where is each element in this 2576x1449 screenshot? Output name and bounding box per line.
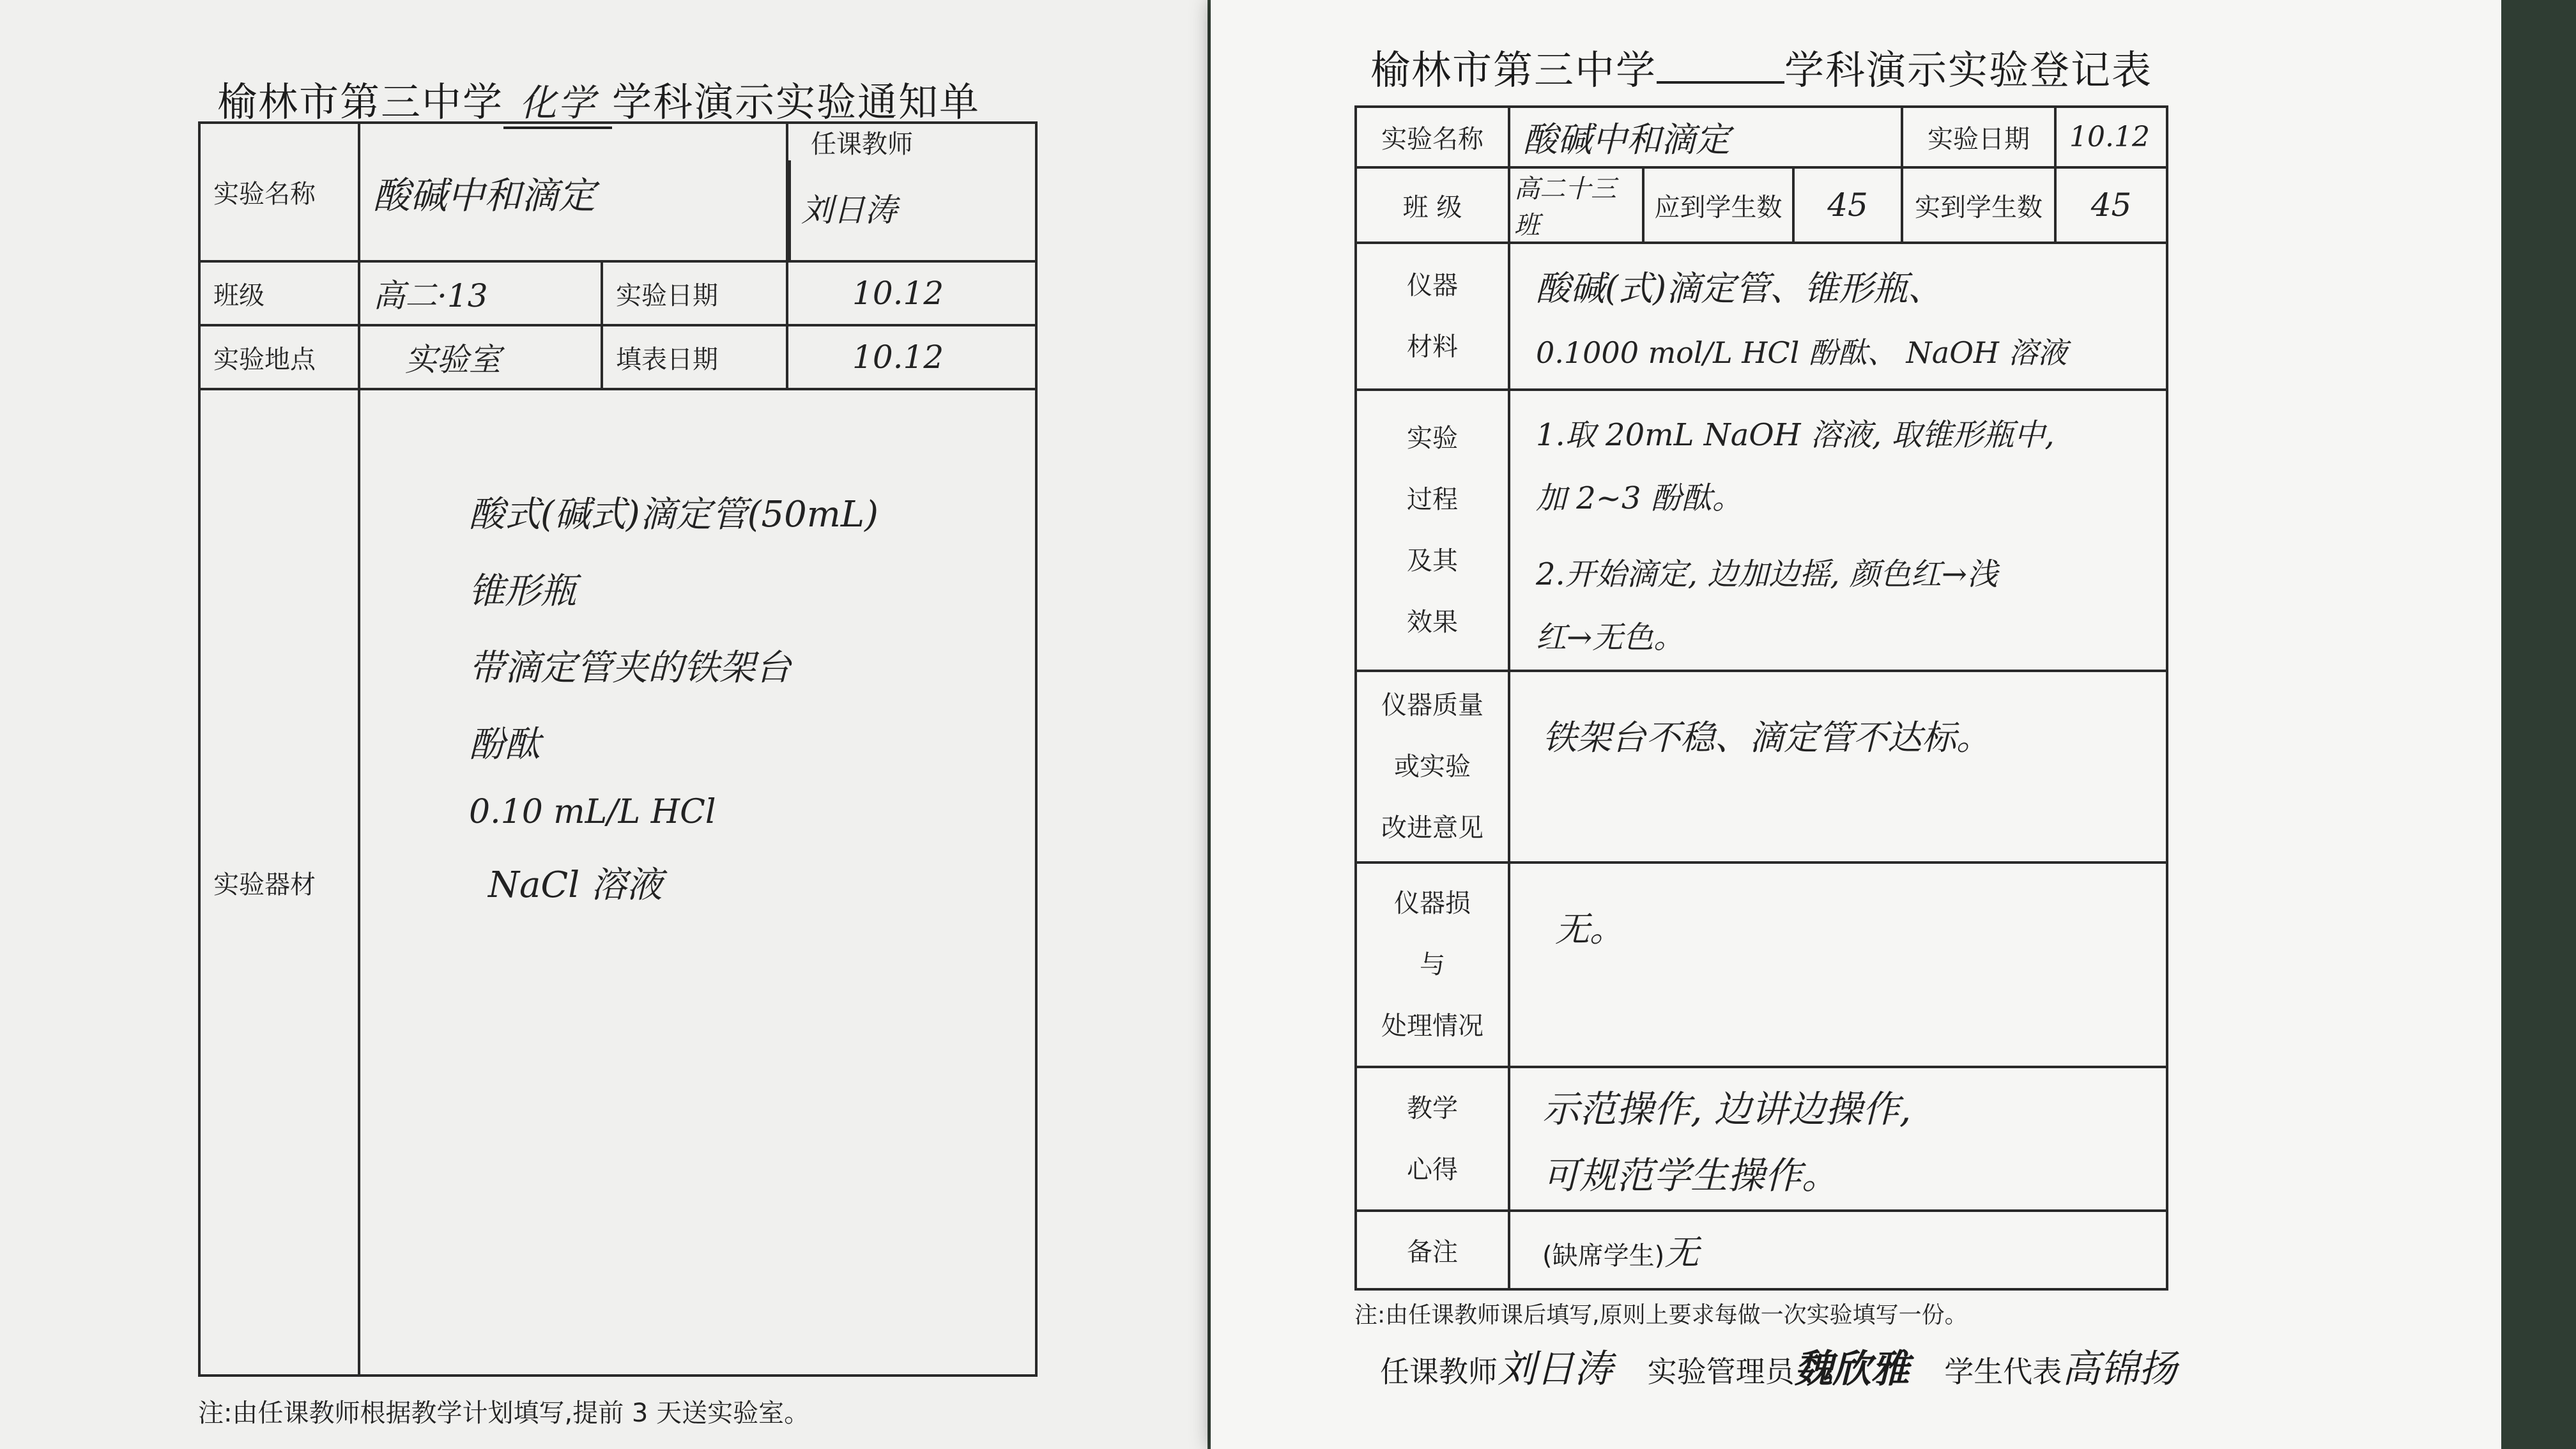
notice-table — [198, 121, 1038, 1377]
value-expected-students: 45 — [1793, 167, 1902, 243]
value-process: 1.取 20mL NaOH 溶液, 取锥形瓶中, 加 2~3 酚酞。 2.开始滴定, 边加边摇, 颜色红→浅 红→无色。 — [1509, 390, 2167, 671]
label-materials: 仪器 材料 — [1356, 243, 1509, 390]
equipment-line: 酸式(碱式)滴定管(50mL) — [469, 494, 878, 535]
value-damage: 无。 — [1509, 862, 2167, 1067]
label-actual-students: 实到学生数 — [1902, 167, 2055, 243]
value-fill-date: 10.12 — [787, 325, 1036, 389]
label-experiment-name: 实验名称 — [1356, 107, 1509, 167]
label-teaching-notes: 教学 心得 — [1356, 1067, 1509, 1211]
label-signature-teacher: 任课教师 — [1380, 1354, 1498, 1389]
value-date: 10.12 — [787, 261, 1036, 325]
equipment-line: 0.10 mL/L HCl — [469, 793, 716, 831]
label-experiment-name: 实验名称 — [199, 123, 359, 261]
register-footnote: 注:由任课教师课后填写,原则上要求每做一次实验填写一份。 — [1354, 1302, 1968, 1328]
label-expected-students: 应到学生数 — [1643, 167, 1793, 243]
label-class: 班级 — [199, 261, 359, 325]
notice-footnote: 注:由任课教师根据教学计划填写,提前 3 天送实验室。 — [198, 1399, 810, 1428]
title-subject-field: 化学 — [503, 73, 612, 129]
value-teaching-notes: 示范操作, 边讲边操作, 可规范学生操作。 — [1509, 1067, 2167, 1211]
label-class: 班 级 — [1356, 167, 1509, 243]
register-title — [1370, 38, 2152, 95]
notice-title — [217, 70, 980, 129]
signature-admin: 魏欣雅 — [1794, 1347, 1910, 1392]
label-place: 实验地点 — [199, 325, 359, 389]
value-experiment-name: 酸碱中和滴定 — [359, 123, 787, 261]
value-date: 10.12 — [2055, 107, 2167, 167]
value-actual-students: 45 — [2055, 167, 2167, 243]
value-quality: 铁架台不稳、滴定管不达标。 — [1509, 671, 2167, 862]
register-table — [1354, 105, 2168, 1291]
label-remarks: 备注 — [1356, 1211, 1509, 1289]
signature-teacher: 刘日涛 — [1498, 1347, 1613, 1392]
label-date: 实验日期 — [1902, 107, 2055, 167]
label-date: 实验日期 — [602, 261, 787, 325]
value-class: 高二·13 — [359, 261, 602, 325]
label-process: 实验 过程 及其 效果 — [1356, 390, 1509, 671]
background-edge — [2501, 0, 2576, 1449]
value-teacher: 刘日涛 — [788, 160, 897, 260]
value-experiment-name: 酸碱中和滴定 — [1509, 107, 1902, 167]
equipment-line: 酚酞 — [469, 724, 540, 765]
label-equipment: 实验器材 — [199, 389, 359, 1376]
value-class: 高二十三班 — [1509, 167, 1643, 243]
value-place: 实验室 — [359, 325, 602, 389]
register-sheet — [1211, 0, 2501, 1449]
label-teacher: 任课教师 — [811, 130, 914, 159]
value-materials: 酸碱(式)滴定管、锥形瓶、 0.1000 mol/L HCl 酚酞、 NaOH 溶液 — [1509, 243, 2167, 390]
value-remarks: (缺席学生)无 — [1509, 1211, 2167, 1289]
equipment-line: NaCl 溶液 — [488, 864, 663, 906]
equipment-line: 锥形瓶 — [469, 571, 576, 612]
title-form-name: 学科演示实验通知单 — [612, 79, 981, 125]
equipment-line: 带滴定管夹的铁架台 — [469, 647, 791, 689]
label-fill-date: 填表日期 — [602, 325, 787, 389]
label-quality: 仪器质量 或实验 改进意见 — [1356, 671, 1509, 862]
equipment-list — [359, 389, 1036, 1376]
title-school: 榆林市第三中学 — [1370, 47, 1657, 93]
notice-sheet — [0, 0, 1208, 1449]
title-subject-field — [1657, 81, 1784, 84]
label-signature-student: 学生代表 — [1944, 1354, 2062, 1389]
signature-row — [1380, 1338, 2202, 1393]
signature-student: 高锦扬 — [2062, 1347, 2177, 1392]
label-signature-admin: 实验管理员 — [1647, 1354, 1795, 1389]
title-school: 榆林市第三中学 — [217, 79, 504, 125]
label-damage: 仪器损 与 处理情况 — [1356, 862, 1509, 1067]
title-form-name: 学科演示实验登记表 — [1784, 47, 2153, 93]
